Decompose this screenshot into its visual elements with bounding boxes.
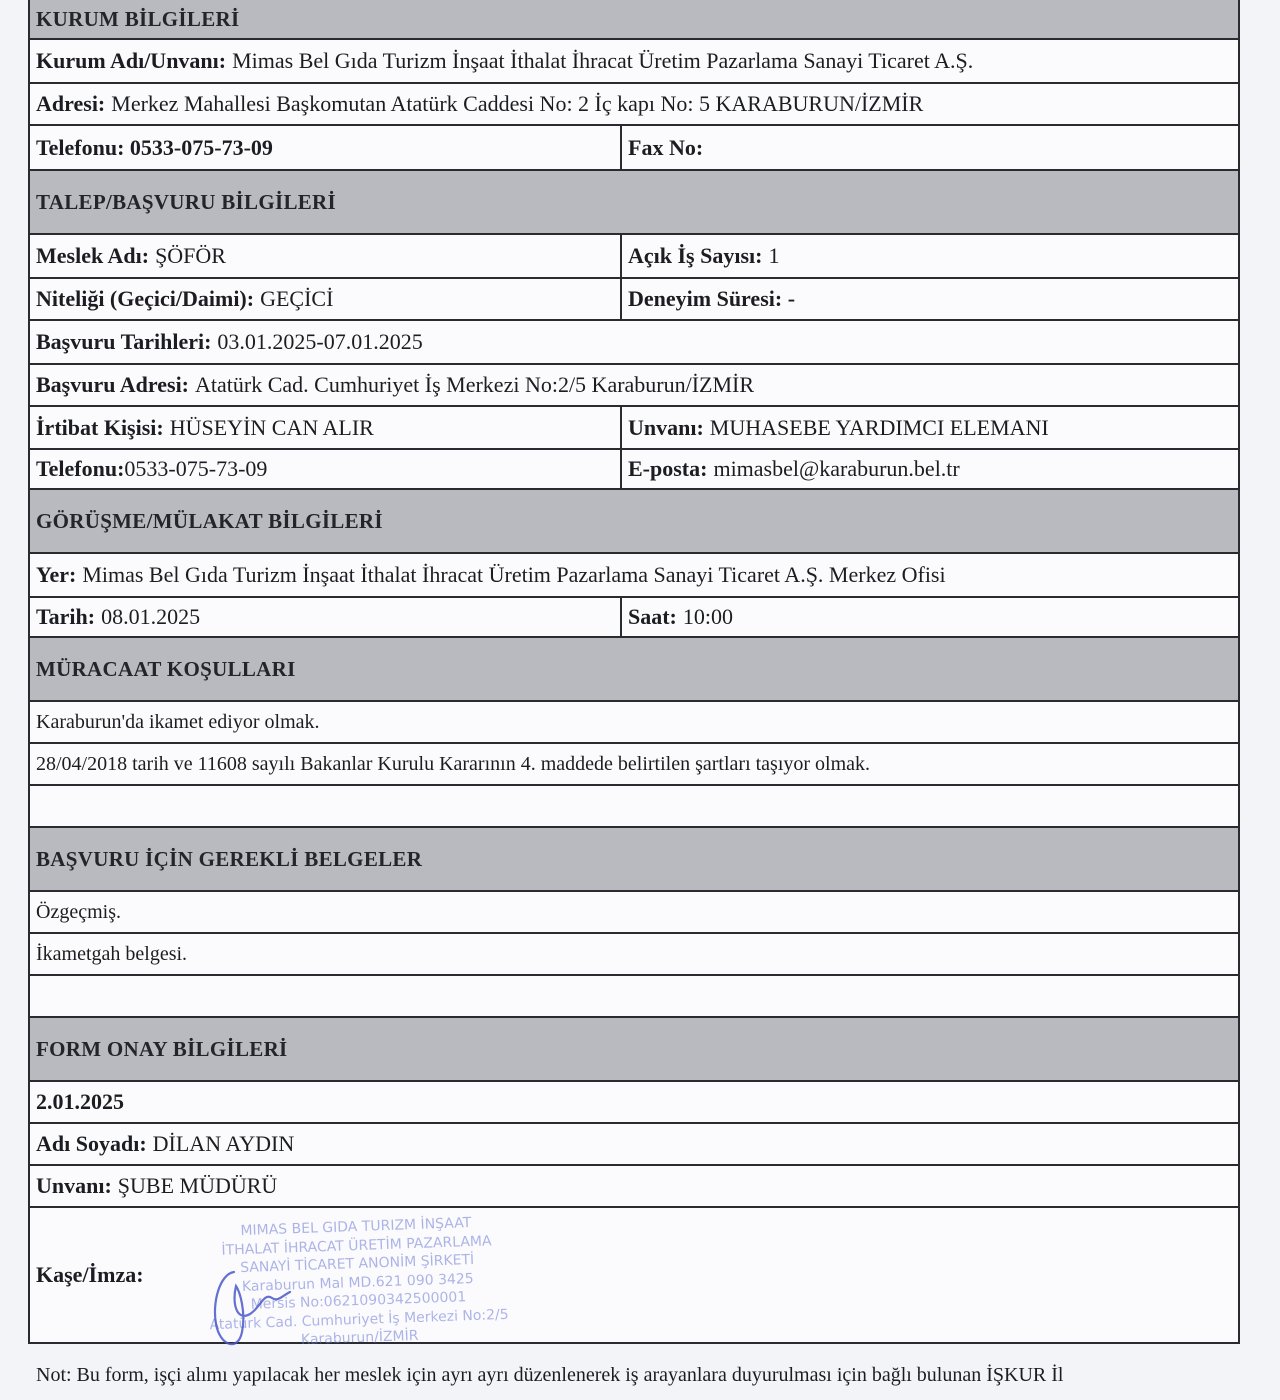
- list-item: [28, 744, 1240, 786]
- section-header-gorusme: [28, 490, 1240, 554]
- row-kurum-name: [28, 40, 1240, 84]
- row-tarih-saat: [28, 598, 1240, 638]
- value: 08.01.2025: [101, 604, 201, 629]
- section-header-onay: [28, 1018, 1240, 1082]
- value: ŞÖFÖR: [155, 243, 226, 268]
- value: 0533-075-73-09: [124, 456, 268, 481]
- row-iletisim: [28, 450, 1240, 490]
- section-header-kosullar: [28, 638, 1240, 702]
- value: HÜSEYİN CAN ALIR: [169, 414, 374, 440]
- label: Kaşe/İmza:: [36, 1262, 144, 1287]
- row-onay-unvan: [28, 1166, 1240, 1208]
- value: DİLAN AYDIN: [152, 1131, 295, 1156]
- section-title: TALEP/BAŞVURU BİLGİLERİ: [36, 189, 336, 214]
- condition-text: Karaburun'da ikamet ediyor olmak.: [36, 710, 320, 733]
- footer-note: Not: Bu form, işçi alımı yapılacak her meslek için ayrı ayrı düzenlenerek iş arayanlara duyurulması için bağlı bulunan İŞKUR İl: [36, 1364, 1064, 1386]
- label: Meslek Adı:: [36, 243, 150, 268]
- row-basvuru-adres: [28, 365, 1240, 407]
- label: İrtibat Kişisi:: [36, 414, 164, 440]
- label: Telefonu:: [36, 456, 125, 481]
- condition-text: [30, 786, 1238, 826]
- list-item: [28, 976, 1240, 1018]
- stamp-line: Karaburun/İZMİR: [300, 1327, 419, 1349]
- section-title: MÜRACAAT KOŞULLARI: [36, 656, 296, 681]
- row-irtibat: [28, 407, 1240, 450]
- stamp-line: SANAYİ TİCARET ANONİM ŞİRKETİ: [239, 1251, 475, 1277]
- label: Fax No:: [628, 134, 704, 160]
- label: Adı Soyadı:: [36, 1131, 147, 1156]
- value: 1: [768, 243, 780, 268]
- value: GEÇİCİ: [260, 286, 334, 311]
- label: Tarih:: [36, 604, 96, 629]
- section-header-kurum: [28, 0, 1240, 40]
- row-meslek: [28, 235, 1240, 279]
- section-title: GÖRÜŞME/MÜLAKAT BİLGİLERİ: [36, 508, 383, 533]
- row-onay-date: [28, 1082, 1240, 1124]
- label: Yer:: [36, 562, 77, 587]
- stamp-line: İTHALAT İHRACAT ÜRETİM PAZARLAMA: [221, 1232, 492, 1259]
- label: Niteliği (Geçici/Daimi):: [36, 286, 255, 311]
- application-form: [28, 0, 1240, 1344]
- label: Başvuru Tarihleri:: [36, 329, 212, 354]
- approval-date: 2.01.2025: [36, 1089, 124, 1114]
- section-header-talep: [28, 171, 1240, 235]
- label: Kurum Adı/Unvanı:: [36, 48, 227, 73]
- section-title: FORM ONAY BİLGİLERİ: [36, 1036, 288, 1061]
- stamp-line: Mersis No:0621090342500001: [250, 1289, 467, 1313]
- value: Mimas Bel Gıda Turizm İnşaat İthalat İhracat Üretim Pazarlama Sanayi Ticaret A.Ş. Merkez Ofisi: [82, 562, 946, 587]
- condition-text: 28/04/2018 tarih ve 11608 sayılı Bakanlar Kurulu Kararının 4. maddede belirtilen şartları taşıyor olmak.: [36, 752, 871, 775]
- row-kurum-phone: [28, 126, 1240, 171]
- value: Merkez Mahallesi Başkomutan Atatürk Caddesi No: 2 İç kapı No: 5 KARABURUN/İZMİR: [111, 91, 924, 116]
- stamp-line: Karaburun Mal MD.621 090 3425: [241, 1270, 474, 1295]
- row-yer: [28, 554, 1240, 598]
- label: Telefonu: 0533-075-73-09: [36, 134, 273, 160]
- value: 03.01.2025-07.01.2025: [217, 329, 423, 354]
- value: MUHASEBE YARDIMCI ELEMANI: [709, 414, 1049, 440]
- email-value: mimasbel@karaburun.bel.tr: [713, 456, 960, 481]
- document-text: [30, 976, 1238, 1016]
- list-item: [28, 892, 1240, 934]
- label: Deneyim Süresi: -: [628, 286, 796, 311]
- label: Başvuru Adresi:: [36, 372, 190, 397]
- label: Açık İş Sayısı:: [628, 243, 763, 268]
- document-text: İkametgah belgesi.: [36, 942, 188, 965]
- row-nitelik: [28, 279, 1240, 321]
- section-title: KURUM BİLGİLERİ: [36, 6, 240, 31]
- stamp-line: MIMAS BEL GIDA TURIZM İNŞAAT: [240, 1215, 472, 1240]
- list-item: [28, 934, 1240, 976]
- label: Saat:: [628, 604, 677, 629]
- list-item: [28, 786, 1240, 828]
- stamp-line: Atatürk Cad. Cumhuriyet İş Merkezi No:2/5: [209, 1306, 509, 1333]
- label: Unvanı:: [36, 1173, 112, 1198]
- signature-icon: [190, 1262, 310, 1362]
- value: 10:00: [682, 604, 734, 629]
- list-item: [28, 702, 1240, 744]
- row-onay-ad: [28, 1124, 1240, 1166]
- label: E-posta:: [628, 456, 708, 481]
- row-kurum-address: [28, 84, 1240, 126]
- value: Atatürk Cad. Cumhuriyet İş Merkezi No:2/5 Karaburun/İZMİR: [195, 372, 755, 397]
- section-title: BAŞVURU İÇİN GEREKLİ BELGELER: [36, 846, 423, 871]
- section-header-belgeler: [28, 828, 1240, 892]
- row-basvuru-tarih: [28, 321, 1240, 365]
- label: Unvanı:: [628, 414, 704, 440]
- label: Adresi:: [36, 91, 106, 116]
- value: ŞUBE MÜDÜRÜ: [117, 1173, 278, 1198]
- value: Mimas Bel Gıda Turizm İnşaat İthalat İhracat Üretim Pazarlama Sanayi Ticaret A.Ş.: [232, 48, 974, 73]
- document-text: Özgeçmiş.: [36, 900, 121, 923]
